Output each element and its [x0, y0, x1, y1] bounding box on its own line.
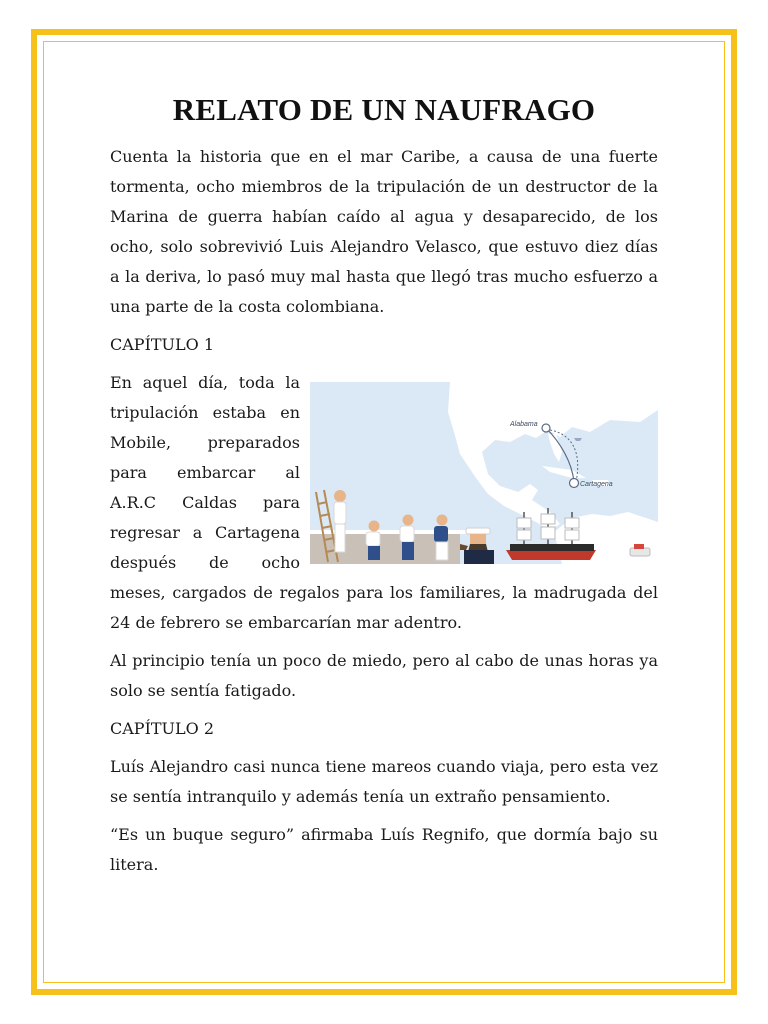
chapter-1-block — [110, 368, 658, 638]
document-body — [110, 92, 658, 888]
document-title: RELATO DE UN NAUFRAGO — [172, 92, 596, 127]
chapter-1-heading: CAPÍTULO 1 — [110, 335, 215, 354]
cartagena-label: Cartagena — [580, 481, 613, 488]
chapter-2-heading: CAPÍTULO 2 — [110, 719, 215, 738]
chapter-1-paragraph-1: En aquel día, toda la tripulación estaba en Mobile, preparados para embarcar al A.R.C Caldas para regresar a Cartagena después de ocho meses, cargados de regalos para los familiares, la madrugada del 24 de febrero se embarcarían mar adentro. — [110, 373, 658, 632]
sailor-figure — [334, 490, 346, 552]
alabama-marker — [542, 424, 550, 432]
intro-paragraph: Cuenta la historia que en el mar Caribe, a causa de una fuerte tormenta, ocho miembros de la tripulación de un destructor de la Marina de guerra habían caído al agua y desaparecido, de los ocho, solo sobrevivió Luis Alejandro Velasco, que estuvo diez días a la deriva, lo pasó muy mal hasta que llegó tras mucho esfuerzo a una parte de la costa colombiana. — [110, 147, 658, 316]
alabama-label: Alabama — [510, 421, 538, 428]
chapter-1-paragraph-2: Al principio tenía un poco de miedo, pero al cabo de unas horas ya solo se sentía fatigado. — [110, 651, 658, 700]
map-illustration — [310, 382, 658, 564]
chapter-2-paragraph-2: “Es un buque seguro” afirmaba Luís Regnifo, que dormía bajo su litera. — [110, 825, 658, 874]
map-illustration-svg — [310, 382, 658, 564]
cartagena-marker — [570, 479, 579, 488]
small-vehicle-icon — [630, 548, 650, 556]
chapter-2-paragraph-1: Luís Alejandro casi nunca tiene mareos cuando viaja, pero esta vez se sentía intranquilo y además tenía un extraño pensamiento. — [110, 757, 658, 806]
small-vehicle-flag — [634, 544, 644, 549]
